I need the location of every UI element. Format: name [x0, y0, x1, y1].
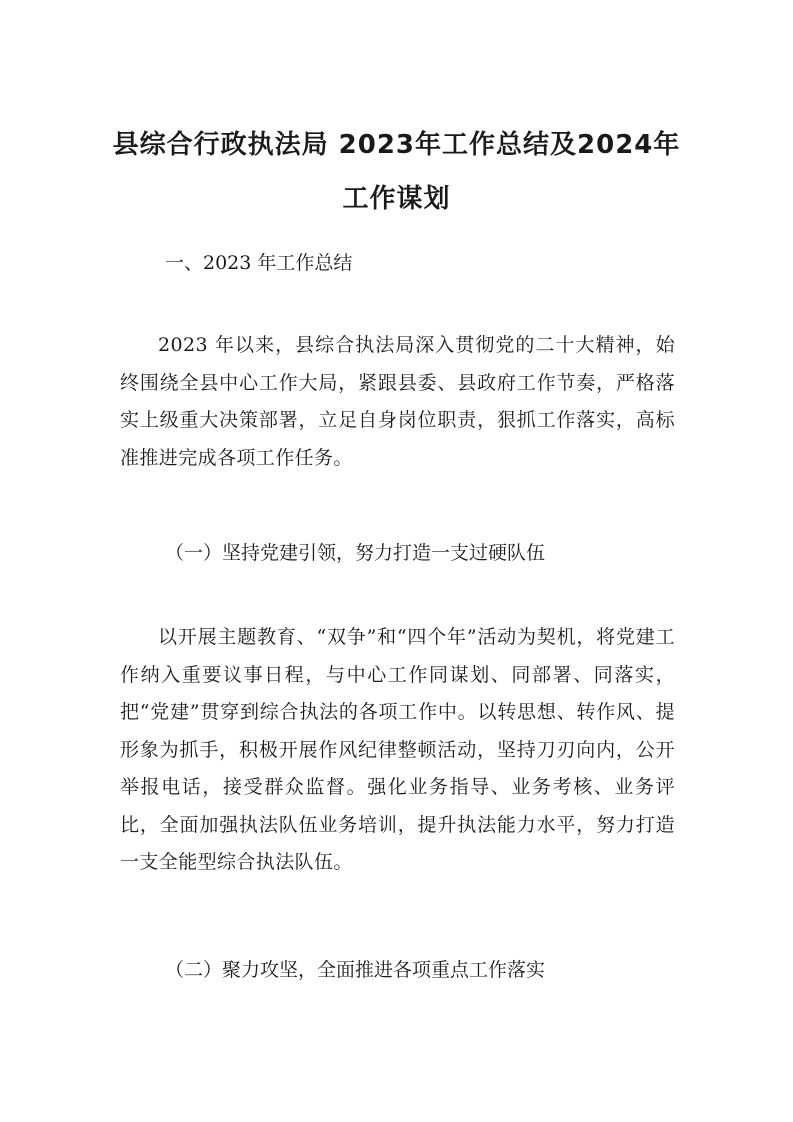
subsection-heading-key-work: （二）聚力攻坚，全面推进各项重点工作落实	[165, 959, 546, 981]
document-title: 县综合行政执法局 2023年工作总结及2024年工作谋划	[112, 130, 681, 214]
party-building-paragraph: 以开展主题教育、“双争”和“四个年”活动为契机，将党建工作纳入重要议事日程，与中心工作同谋划、同部署、同落实，把“党建”贯穿到综合执法的各项工作中。以转思想、转作风、提形象为抓手，积极开展作风纪律整顿活动，坚持刀刃向内，公开举报电话，接受群众监督。强化业务指导、业务考核、业务评比，全面加强执法队伍业务培训，提升执法能力水平，努力打造一支全能型综合执法队伍。	[120, 626, 675, 873]
subsection-heading-party-building: （一）坚持党建引领，努力打造一支过硬队伍	[165, 542, 546, 564]
section-heading-work-summary: 一、2023 年工作总结	[165, 252, 353, 274]
intro-paragraph: 2023 年以来，县综合执法局深入贯彻党的二十大精神，始终围绕全县中心工作大局，紧跟县委、县政府工作节奏，严格落实上级重大决策部署，立足自身岗位职责，狠抓工作落实，高标准推进完成各项工作任务。	[120, 334, 675, 469]
